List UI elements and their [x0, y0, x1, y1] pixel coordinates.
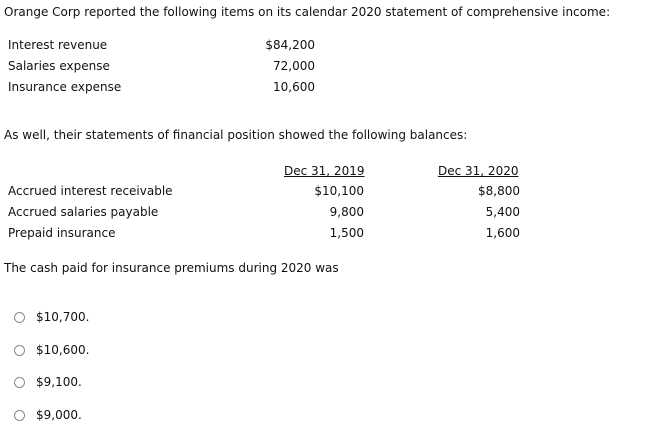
answer-option-label: $9,100. [36, 375, 82, 389]
income-item-value: $84,200 [265, 38, 315, 52]
answer-option[interactable] [14, 408, 82, 423]
question-text: The cash paid for insurance premiums during 2020 was [4, 261, 339, 275]
answer-option[interactable] [14, 375, 82, 390]
radio-button[interactable] [14, 377, 25, 388]
income-item-label: Salaries expense [8, 59, 110, 73]
answer-option-label: $10,600. [36, 343, 90, 357]
balance-item-label: Accrued salaries payable [8, 205, 159, 219]
intro-text: Orange Corp reported the following items on its calendar 2020 statement of comprehensive income: [4, 5, 611, 19]
answer-option[interactable] [14, 343, 89, 358]
radio-button[interactable] [14, 410, 25, 421]
answer-option-label: $9,000. [36, 408, 82, 422]
balance-value-2019: 1,500 [329, 226, 364, 240]
balance-value-2019: $10,100 [314, 184, 364, 198]
column-header-2019: Dec 31, 2019 [284, 164, 365, 178]
balance-value-2020: $8,800 [478, 184, 520, 198]
balance-value-2020: 5,400 [485, 205, 520, 219]
radio-button[interactable] [14, 312, 25, 323]
balance-value-2020: 1,600 [485, 226, 520, 240]
radio-button[interactable] [14, 345, 25, 356]
income-item-label: Insurance expense [8, 80, 122, 94]
column-header-2020: Dec 31, 2020 [438, 164, 519, 178]
balance-value-2019: 9,800 [329, 205, 364, 219]
income-item-value: 72,000 [273, 59, 315, 73]
balance-item-label: Prepaid insurance [8, 226, 116, 240]
income-item-label: Interest revenue [8, 38, 108, 52]
answer-option[interactable] [14, 310, 89, 325]
balance-item-label: Accrued interest receivable [8, 184, 173, 198]
income-item-value: 10,600 [273, 80, 315, 94]
balances-intro-text: As well, their statements of financial position showed the following balances: [4, 128, 468, 142]
answer-option-label: $10,700. [36, 310, 90, 324]
